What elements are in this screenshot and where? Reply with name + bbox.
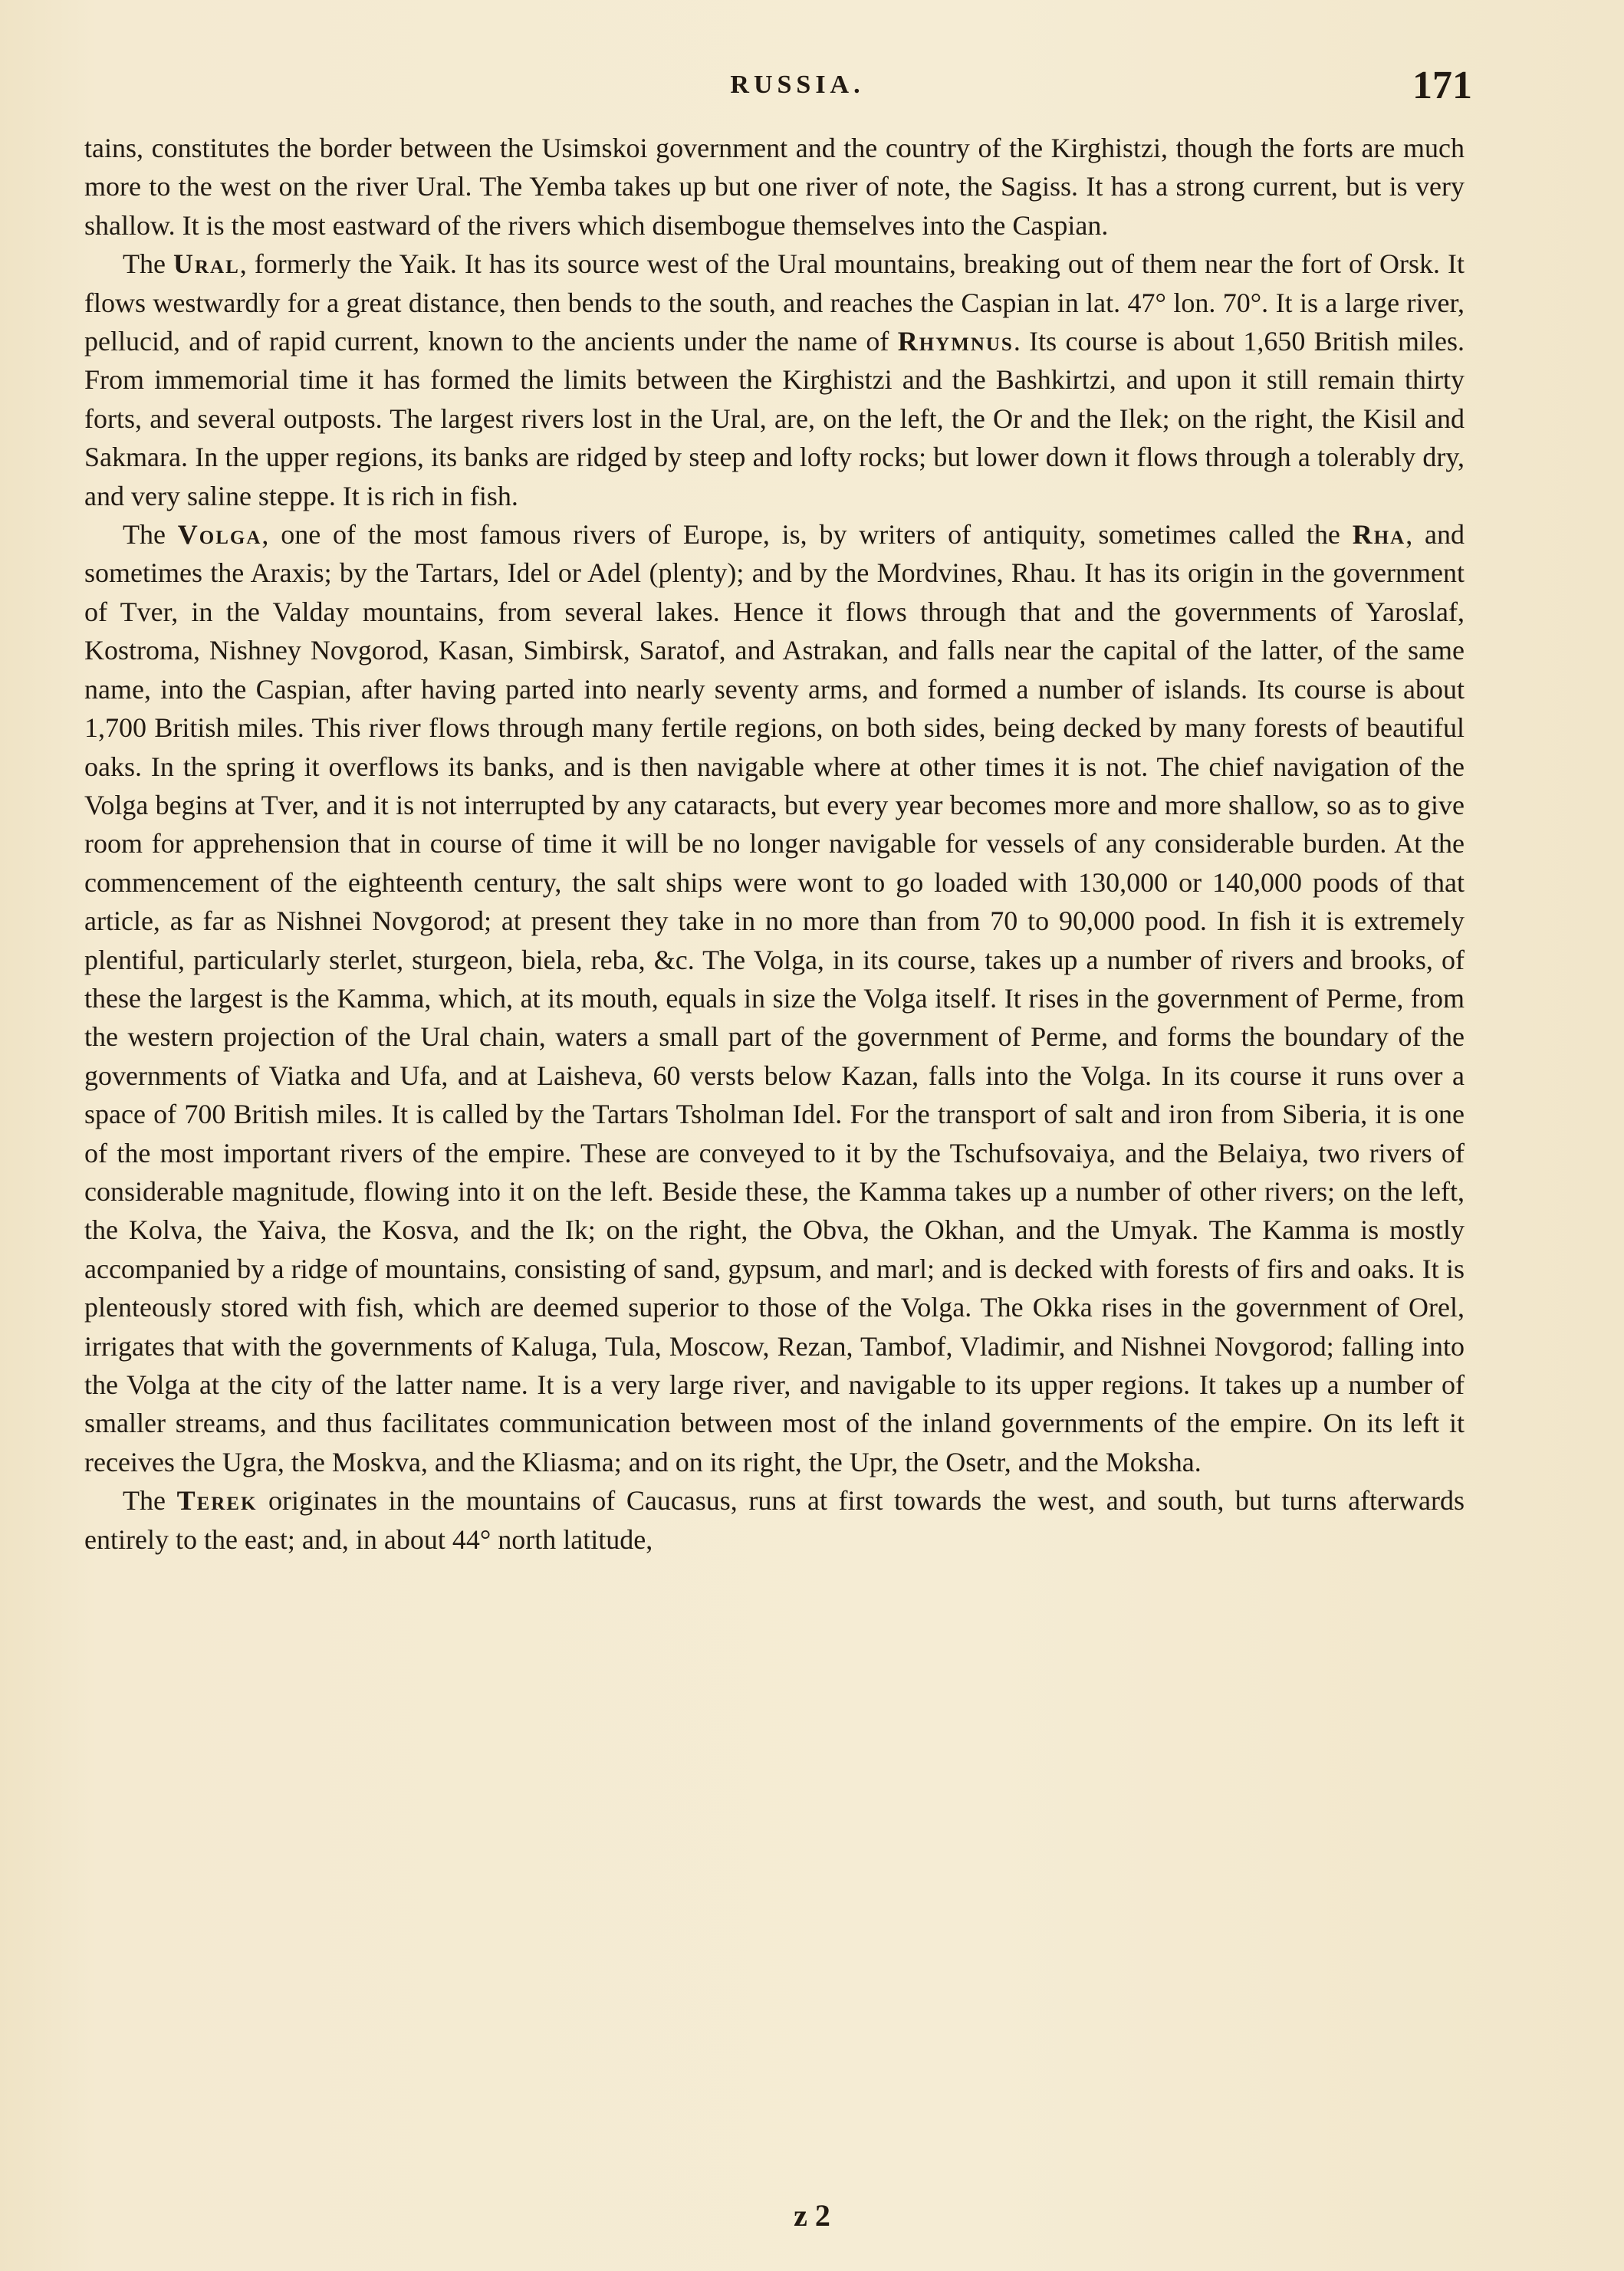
rhymnus-name: Rhymnus xyxy=(897,326,1014,357)
running-head: RUSSIA. xyxy=(730,71,865,99)
volga-heading: Volga xyxy=(177,519,262,550)
ural-heading: Ural xyxy=(173,248,240,280)
rha-name: Rha xyxy=(1352,519,1406,550)
signature-mark: z 2 xyxy=(794,2198,830,2233)
terek-intro: The xyxy=(123,1485,177,1517)
paragraph-volga xyxy=(84,515,1465,1481)
volga-text-2: , and sometimes the Araxis; by the Tartars, Idel or Adel (plenty); and by the Mordvines, Rhau. It has its origin in the government of Tver, in the Valday mountains, from several lakes. Hence it flows through that and the governments of Yaroslaf, Kostroma, Nishney Novgorod, Kasan, Simbirsk, Saratof, and Astrakan, and falls near the capital of the latter, of the same name, into the Caspian, after having parted into nearly seventy arms, and formed a number of islands. Its course is about 1,700 British miles. This river flows through many fertile regions, on both sides, being decked by many forests of beautiful oaks. In the spring it overflows its banks, and is then navigable where at other times it is not. The chief navigation of the Volga begins at Tver, and it is not interrupted by any cataracts, but every year becomes more and more shallow, so as to give room for apprehension that in course of time it will be no longer navigable for vessels of any considerable burden. At the commencement of the eighteenth century, the salt ships were wont to go loaded with 130,000 or 140,000 poods of that article, as far as Nishnei Novgorod; at present they take in no more than from 70 to 90,000 pood. In fish it is extremely plentiful, particularly sterlet, sturgeon, biela, reba, &c. The Volga, in its course, takes up a number of rivers and brooks, of these the largest is the Kamma, which, at its mouth, equals in size the Volga itself. It rises in the government of Perme, from the western projection of the Ural chain, waters a small part of the government of Perme, and forms the boundary of the governments of Viatka and Ufa, and at Laisheva, 60 versts below Kazan, falls into the Volga. In its course it runs over a space of 700 British miles. It is called by the Tartars Tsholman Idel. For the transport of salt and iron from Siberia, it is one of the most important rivers of the empire. These are conveyed to it by the Tschufsovaiya, and the Belaiya, two rivers of considerable magnitude, flowing into it on the left. Beside these, the Kamma takes up a number of other rivers; on the left, the Kolva, the Yaiva, the Kosva, and the Ik; on the right, the Obva, the Okhan, and the Umyak. The Kamma is mostly accompanied by a ridge of mountains, consisting of sand, gypsum, and marl; and is decked with forests of firs and oaks. It is plenteously stored with fish, which are deemed superior to those of the Volga. The Okka rises in the government of Orel, irrigates that with the governments of Kaluga, Tula, Moscow, Rezan, Tambof, Vladimir, and Nishnei Novgorod; falling into the Volga at the city of the latter name. It is a very large river, and navigable to its upper regions. It takes up a number of smaller streams, and thus facilitates communication between most of the inland governments of the empire. On its left it receives the Ugra, the Moskva, and the Kliasma; and on its right, the Upr, the Osetr, and the Moksha. xyxy=(84,519,1465,1477)
paragraph-ural xyxy=(84,245,1465,515)
paragraph-terek xyxy=(84,1481,1465,1559)
terek-heading: Terek xyxy=(176,1485,258,1517)
terek-text: originates in the mountains of Caucasus, runs at first towards the west, and south, but turns afterwards entirely to the east; and, in about 44° north latitude, xyxy=(84,1485,1465,1555)
paragraph-yemba: tains, constitutes the border between the Usimskoi government and the country of the Kirghistzi, though the forts are much more to the west on the river Ural. The Yemba takes up but one river of note, the Sagiss. It has a strong current, but is very shallow. It is the most eastward of the rivers which disembogue themselves into the Caspian. xyxy=(84,133,1465,241)
ural-intro: The xyxy=(123,248,173,280)
ural-text-2: . Its course is about 1,650 British miles. From immemorial time it has formed the limits between the Kirghistzi and the Bashkirtzi, and upon it still remain thirty forts, and several outposts. The largest rivers lost in the Ural, are, on the left, the Or and the Ilek; on the right, the Kisil and Sakmara. In the upper regions, its banks are ridged by steep and lofty rocks; but lower down it flows through a tolerably dry, and very saline steppe. It is rich in fish. xyxy=(84,326,1465,511)
ural-text-1: , formerly the Yaik. It has its source west of the Ural mountains, breaking out of them near the fort of Orsk. It flows westwardly for a great distance, then bends to the south, and reaches the Caspian in lat. 47° lon. 70°. It is a large river, pellucid, and of rapid current, known to the ancients under the name of xyxy=(84,248,1465,357)
page-header xyxy=(123,64,1472,113)
body-text xyxy=(84,129,1465,1559)
volga-intro: The xyxy=(123,519,178,550)
volga-text-1: , one of the most famous rivers of Europe, is, by writers of antiquity, sometimes called the xyxy=(261,519,1353,550)
page-number: 171 xyxy=(1412,64,1472,107)
